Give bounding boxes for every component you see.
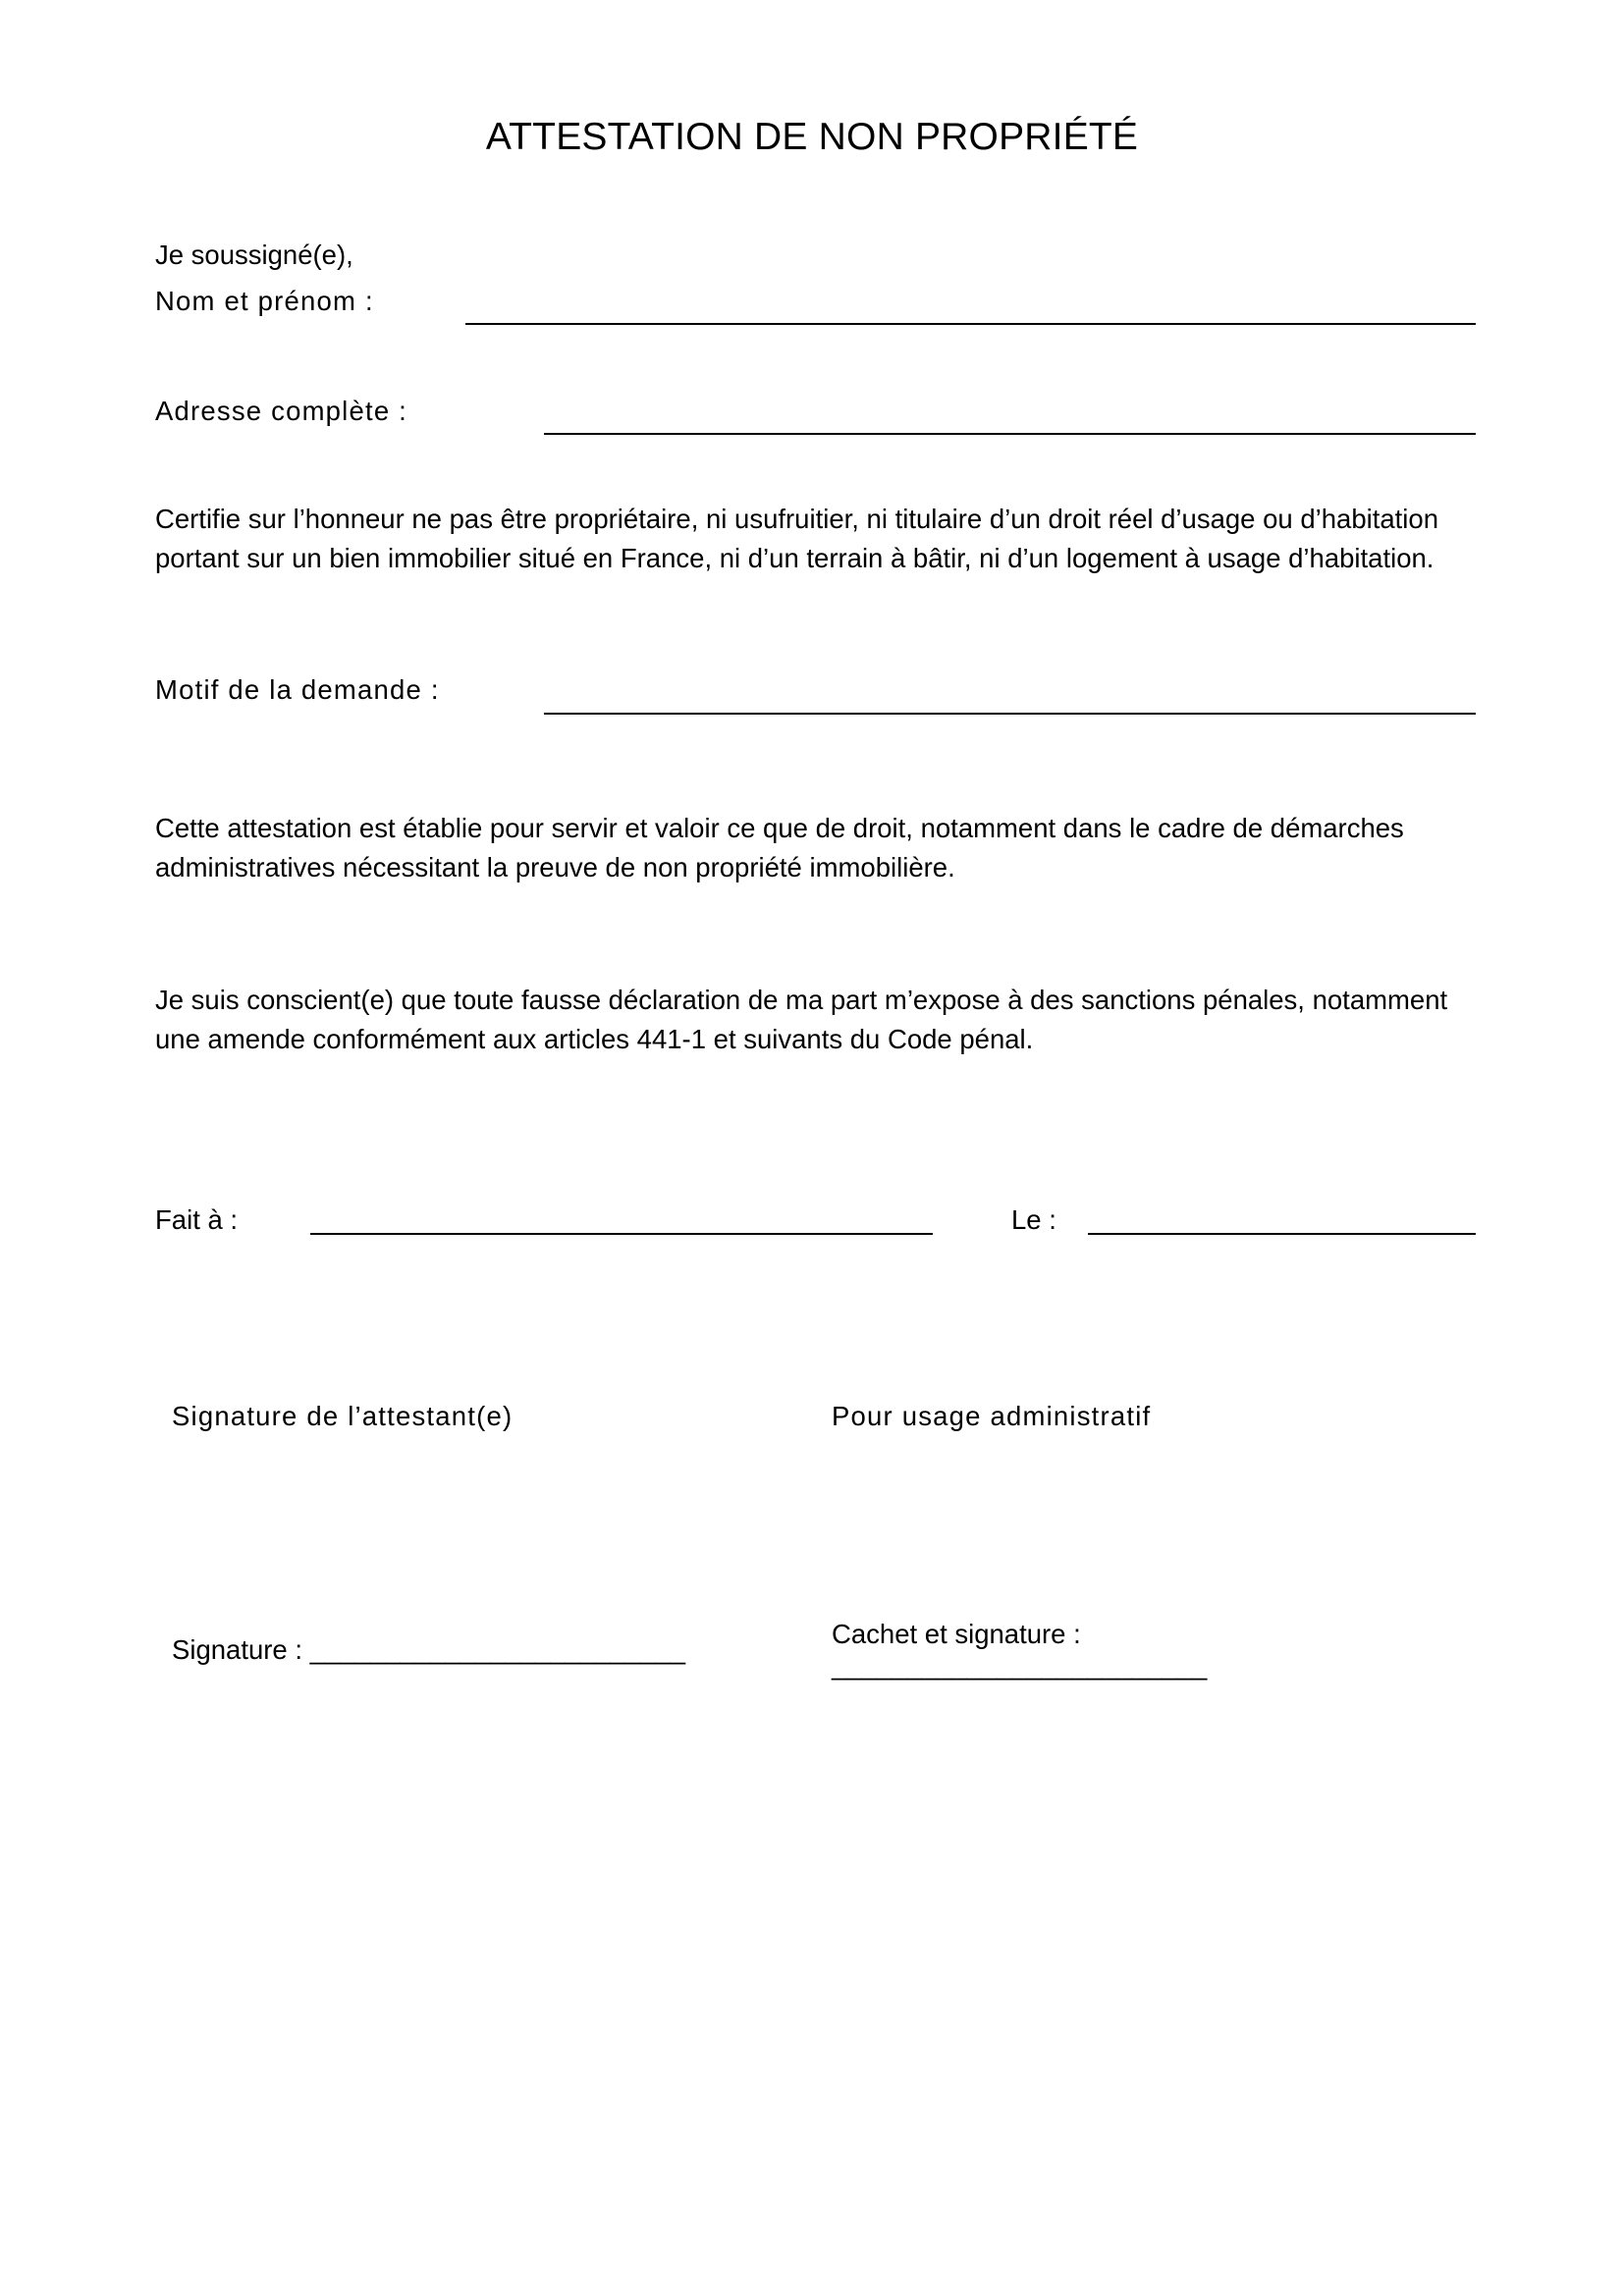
certification-paragraph xyxy=(155,500,1438,578)
purpose-line-2: administratives nécessitant la preuve de non propriété immobilière. xyxy=(155,852,955,882)
stamp-line: _________________________ xyxy=(832,1650,1208,1681)
signature-line: Signature : _________________________ xyxy=(172,1634,685,1665)
adresse-label: Adresse complète : xyxy=(155,396,407,426)
fait-field[interactable] xyxy=(310,1188,933,1233)
motif-field[interactable] xyxy=(544,666,1476,711)
motif-label: Motif de la demande : xyxy=(155,674,440,705)
intro-text: Je soussigné(e), xyxy=(155,240,353,270)
purpose-paragraph xyxy=(155,809,1404,887)
nom-field[interactable] xyxy=(465,277,1476,322)
fait-label: Fait à : xyxy=(155,1204,239,1235)
le-label: Le : xyxy=(1011,1204,1056,1235)
le-underline xyxy=(1088,1233,1476,1235)
warning-line-2: une amende conformément aux articles 441-1 et suivants du Code pénal. xyxy=(155,1024,1034,1054)
administrative-heading: Pour usage administratif xyxy=(832,1401,1152,1431)
adresse-field[interactable] xyxy=(544,387,1476,432)
purpose-line-1: Cette attestation est établie pour servir et valoir ce que de droit, notamment dans le cadre de démarches xyxy=(155,813,1404,843)
stamp-label: Cachet et signature : xyxy=(832,1619,1081,1649)
le-field[interactable] xyxy=(1088,1188,1476,1233)
warning-line-1: Je suis conscient(e) que toute fausse déclaration de ma part m’expose à des sanctions pénales, notamment xyxy=(155,985,1448,1015)
nom-underline xyxy=(465,323,1476,325)
warning-paragraph xyxy=(155,981,1447,1059)
signature-heading: Signature de l’attestant(e) xyxy=(172,1401,514,1431)
nom-label: Nom et prénom : xyxy=(155,286,374,316)
adresse-underline xyxy=(544,433,1476,435)
certification-line-1: Certifie sur l’honneur ne pas être propriétaire, ni usufruitier, ni titulaire d’un droit réel d’usage ou d’habitation xyxy=(155,504,1439,534)
motif-underline xyxy=(544,713,1476,715)
certification-line-2: portant sur un bien immobilier situé en France, ni d’un terrain à bâtir, ni d’un logement à usage d’habitation. xyxy=(155,543,1435,573)
fait-underline xyxy=(310,1233,933,1235)
document-title: ATTESTATION DE NON PROPRIÉTÉ xyxy=(485,116,1139,158)
